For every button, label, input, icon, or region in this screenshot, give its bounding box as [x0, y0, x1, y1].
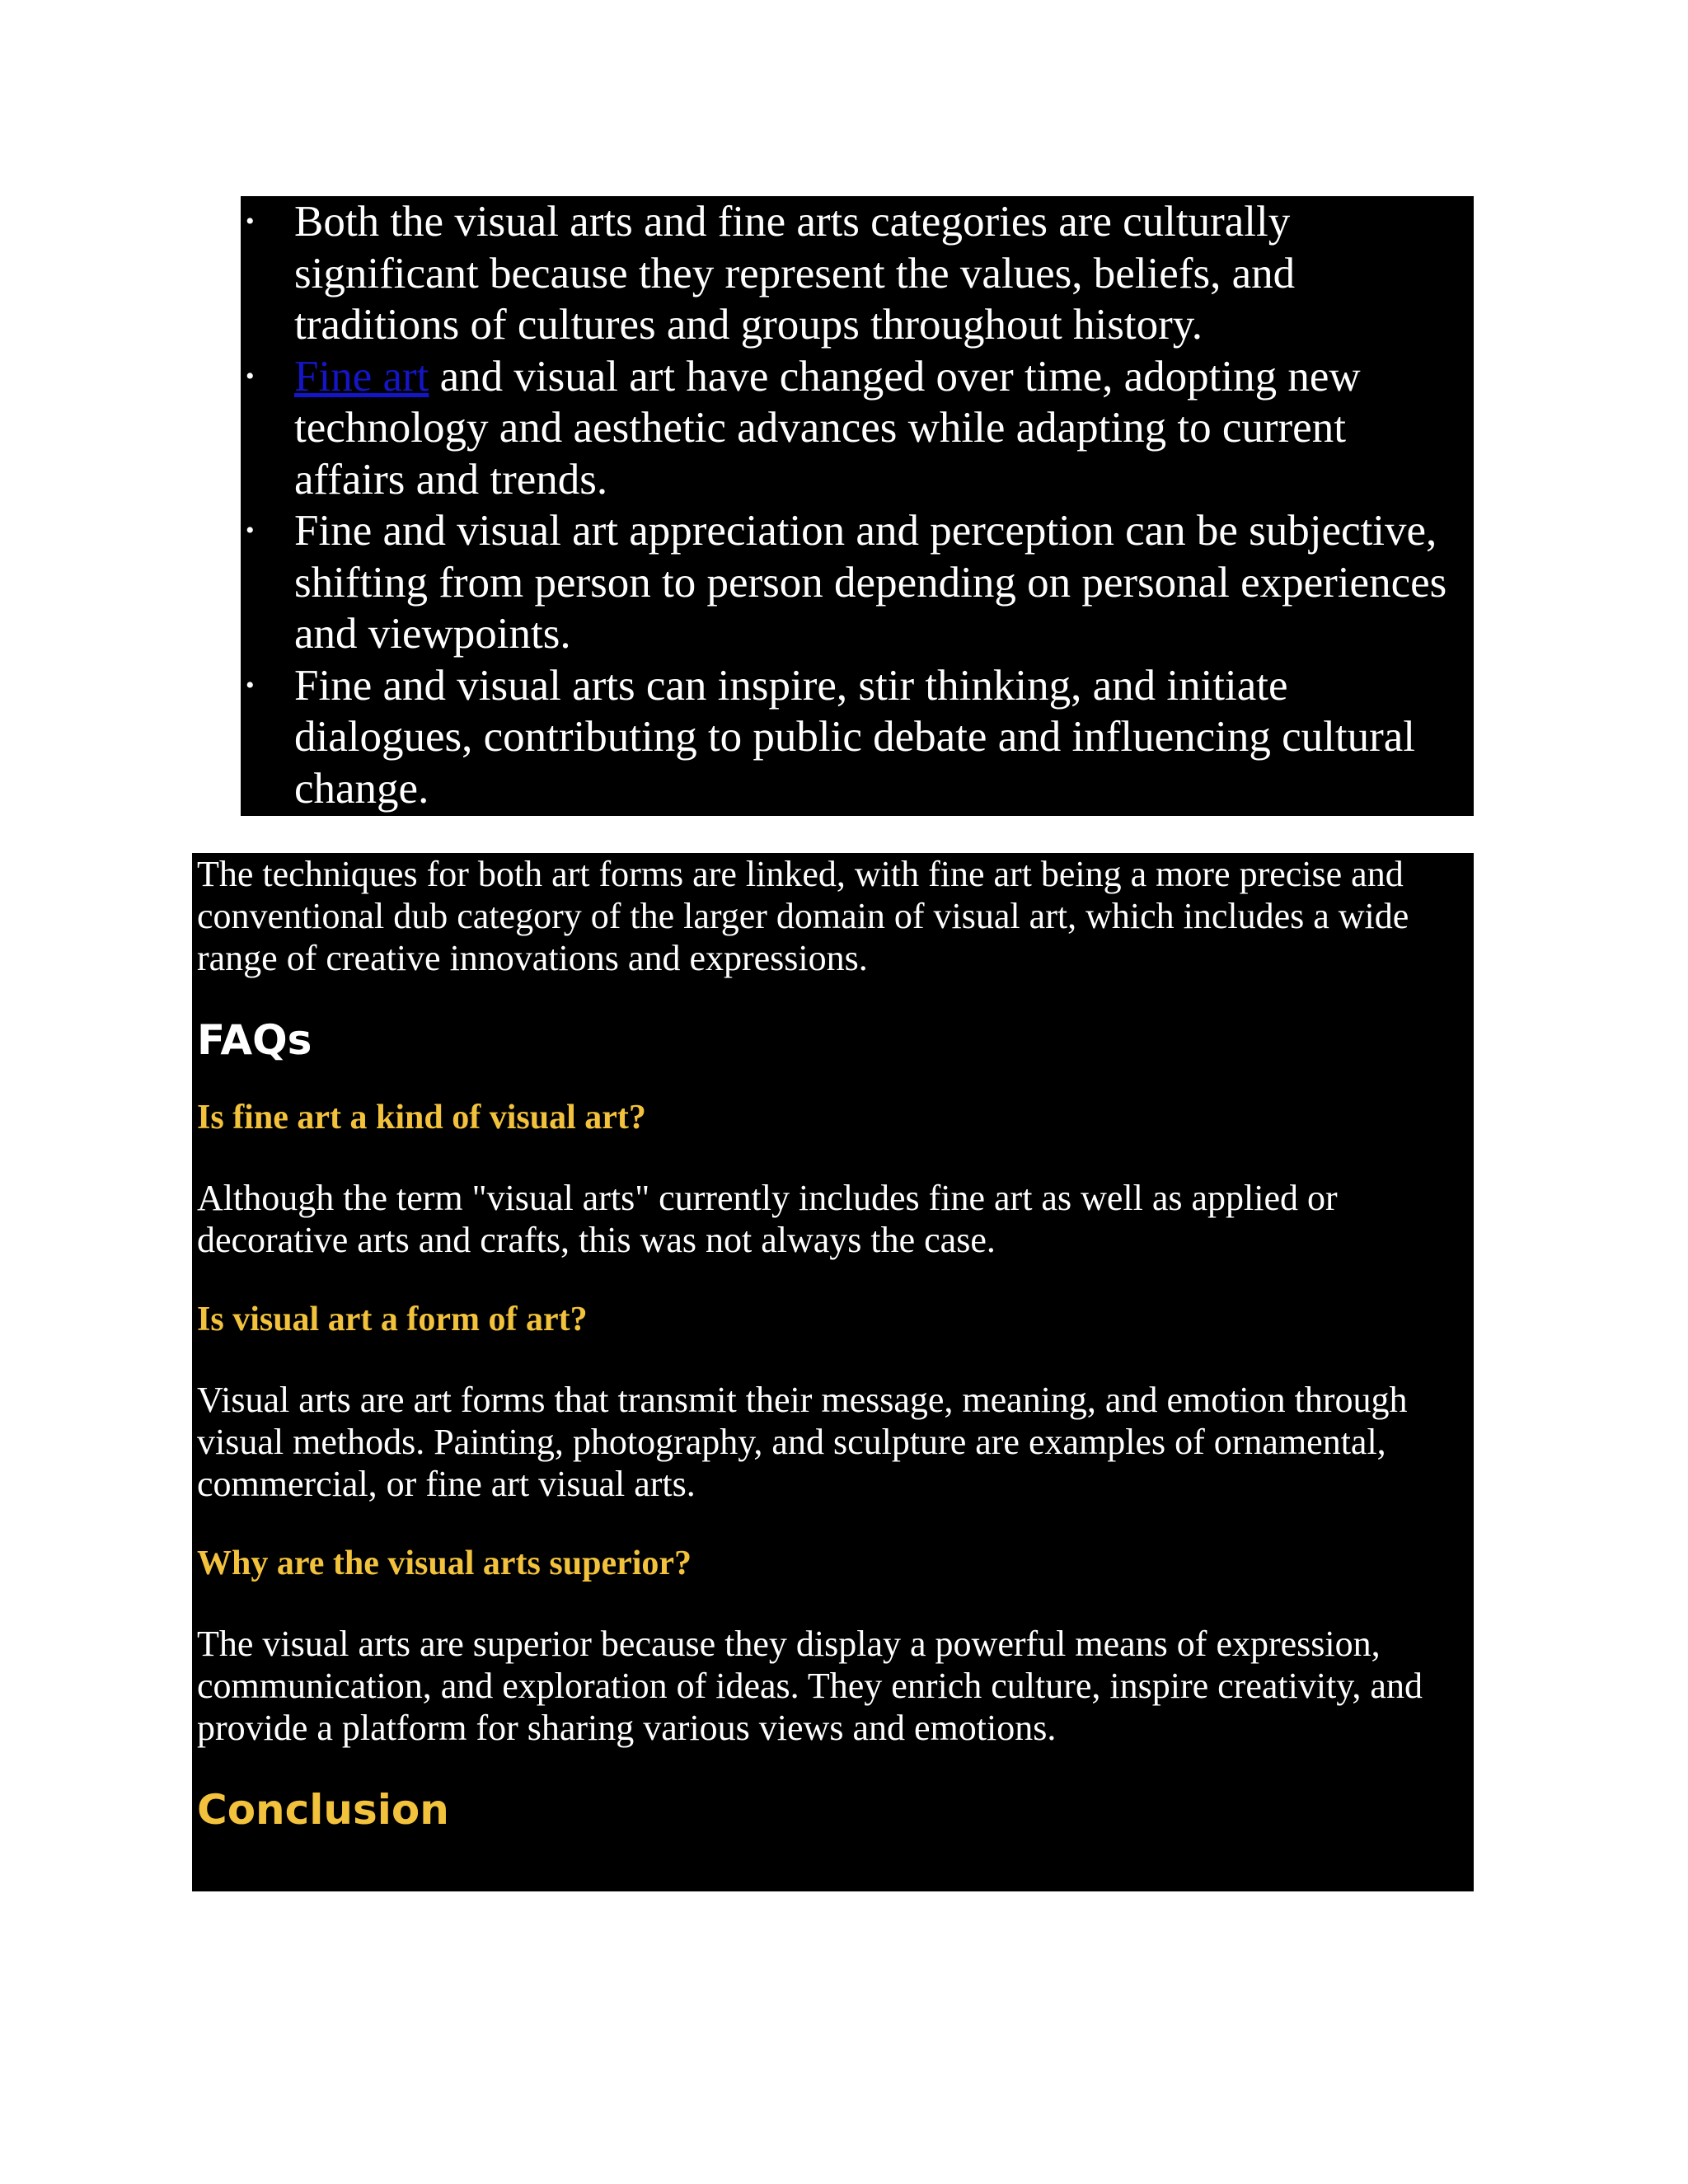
bullet-text: Both the visual arts and fine arts categories are culturally significant because they represent the values, beliefs, and traditions of cultures and groups throughout history.	[294, 198, 1296, 349]
conclusion-heading: Conclusion	[197, 1786, 449, 1834]
bullet-text: Fine and visual art appreciation and perception can be subjective, shifting from person to person depending on personal experiences and viewpoints.	[294, 507, 1447, 658]
bullet-text: and visual art have changed over time, adopting new technology and aesthetic advances while adapting to current affairs and trends.	[294, 352, 1361, 504]
bullet-item	[241, 196, 1403, 351]
faq-question: Why are the visual arts superior?	[197, 1544, 692, 1582]
bullet-icon: •	[246, 208, 255, 235]
faqs-heading: FAQs	[197, 1016, 312, 1064]
faq-question: Is fine art a kind of visual art?	[197, 1099, 646, 1137]
faq-answer: The visual arts are superior because they display a powerful means of expression, communication, and exploration of ideas. They enrich culture, inspire creativity, and provide a platform for sharing various views and emotions.	[197, 1624, 1423, 1748]
bullet-list-block	[241, 196, 1474, 816]
fine-art-link[interactable]: Fine art	[294, 352, 429, 401]
faq-block	[192, 853, 1474, 1891]
bullet-item	[241, 660, 1465, 815]
bullet-list	[241, 196, 1474, 814]
faq-answer: Although the term "visual arts" currently includes fine art as well as applied or decorative arts and crafts, this was not always the case.	[197, 1178, 1338, 1260]
faq-question: Is visual art a form of art?	[197, 1301, 588, 1338]
bullet-icon: •	[246, 362, 255, 390]
intro-paragraph: The techniques for both art forms are linked, with fine art being a more precise and conventional dub category of the larger domain of visual art, which includes a wide range of creative innovations and expressions.	[197, 854, 1409, 978]
faq-answer: Visual arts are art forms that transmit their message, meaning, and emotion through visual methods. Painting, photography, and sculpture are examples of ornamental, commercial, or fine art visual arts.	[197, 1380, 1408, 1504]
bullet-text: Fine and visual arts can inspire, stir thinking, and initiate dialogues, contributing to public debate and influencing cultural change.	[294, 661, 1415, 813]
bullet-item	[241, 351, 1448, 506]
bullet-item	[241, 505, 1473, 660]
bullet-icon: •	[246, 517, 255, 544]
bullet-icon: •	[246, 671, 255, 699]
